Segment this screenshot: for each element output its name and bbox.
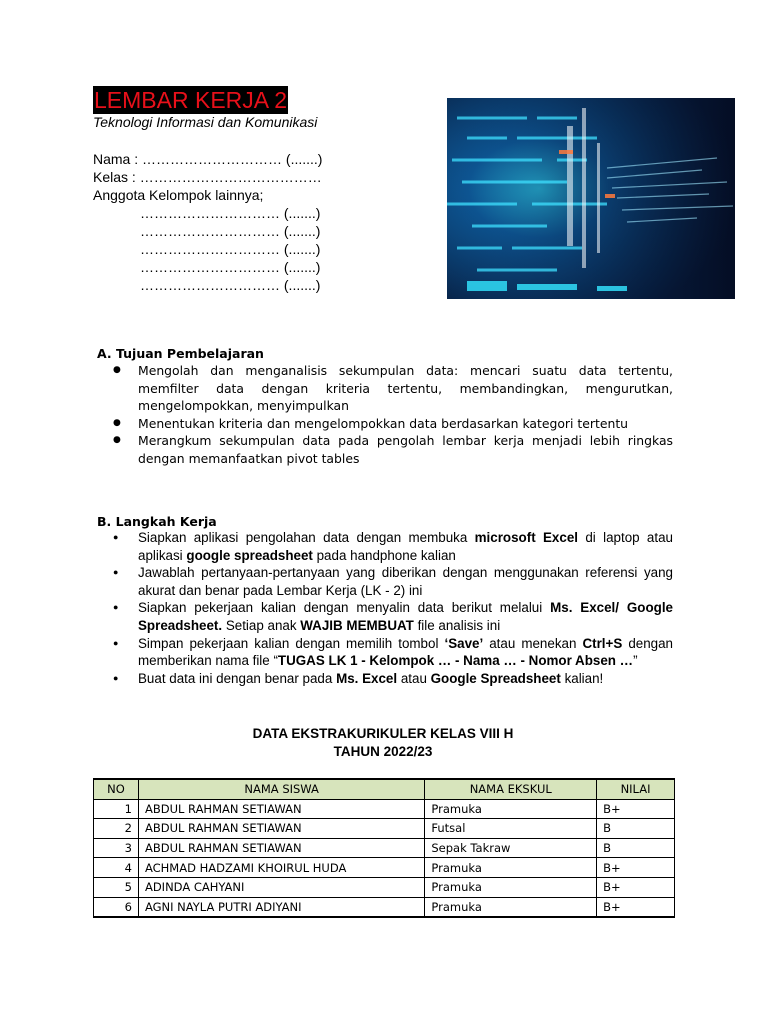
cell-no: 3 bbox=[94, 838, 139, 858]
list-item: ● Menentukan kriteria dan mengelompokkan data berdasarkan kategori tertentu bbox=[93, 415, 673, 433]
nama-field-line: Nama : ………………………… (.......) bbox=[93, 151, 323, 167]
cell-no: 4 bbox=[94, 858, 139, 878]
column-header-nama-siswa: NAMA SISWA bbox=[138, 779, 424, 799]
table-row bbox=[94, 819, 675, 839]
worksheet-subtitle: Teknologi Informasi dan Komunikasi bbox=[93, 114, 318, 130]
member-line: ………………………… (.......) bbox=[140, 259, 321, 275]
cell-no: 2 bbox=[94, 819, 139, 839]
kelas-field-line: Kelas : ………………………………… bbox=[93, 169, 322, 185]
extracurricular-table bbox=[93, 778, 675, 918]
member-line: ………………………… (.......) bbox=[140, 241, 321, 257]
work-steps-list bbox=[93, 529, 673, 687]
list-item: ● Siapkan aplikasi pengolahan data dengan membuka microsoft Excel di laptop atau aplikasi google spreadsheet pada handphone kalian bbox=[93, 529, 673, 564]
cell-student: ADINDA CAHYANI bbox=[138, 877, 424, 897]
cell-grade: B bbox=[597, 819, 675, 839]
table-subtitle: TAHUN 2022/23 bbox=[333, 744, 433, 759]
list-item: ● Simpan pekerjaan kalian dengan memilih tombol ‘Save’ atau menekan Ctrl+S dengan memberikan nama file “TUGAS LK 1 - Kelompok … - Nama … - Nomor Absen …” bbox=[93, 635, 673, 670]
cell-no: 6 bbox=[94, 897, 139, 917]
table-header-row bbox=[94, 779, 675, 799]
cell-student: ABDUL RAHMAN SETIAWAN bbox=[138, 819, 424, 839]
list-item: ● Mengolah dan menganalisis sekumpulan data: mencari suatu data tertentu, memfilter data dengan kriteria tertentu, membandingkan, mengurutkan, mengelompokkan, menyimpulkan bbox=[93, 362, 673, 415]
table-title: DATA EKSTRAKURIKULER KELAS VIII H bbox=[252, 726, 514, 741]
cell-ekskul: Futsal bbox=[425, 819, 597, 839]
cell-ekskul: Pramuka bbox=[425, 858, 597, 878]
cell-grade: B+ bbox=[597, 897, 675, 917]
cell-student: ABDUL RAHMAN SETIAWAN bbox=[138, 838, 424, 858]
column-header-nama-ekskul: NAMA EKSKUL bbox=[425, 779, 597, 799]
cell-ekskul: Pramuka bbox=[425, 897, 597, 917]
cell-grade: B+ bbox=[597, 858, 675, 878]
section-a-heading: A. Tujuan Pembelajaran bbox=[97, 346, 264, 361]
learning-objectives-list bbox=[93, 362, 673, 467]
column-header-nilai: NILAI bbox=[597, 779, 675, 799]
column-header-no: NO bbox=[94, 779, 139, 799]
table-row bbox=[94, 858, 675, 878]
anggota-label: Anggota Kelompok lainnya; bbox=[93, 187, 264, 203]
cell-no: 5 bbox=[94, 877, 139, 897]
cell-student: ACHMAD HADZAMI KHOIRUL HUDA bbox=[138, 858, 424, 878]
list-item: ● Jawablah pertanyaan-pertanyaan yang diberikan dengan menggunakan referensi yang akurat dan benar pada Lembar Kerja (LK - 2) ini bbox=[93, 564, 673, 599]
member-line: ………………………… (.......) bbox=[140, 205, 321, 221]
table-row bbox=[94, 877, 675, 897]
worksheet-title: LEMBAR KERJA 2 bbox=[94, 87, 288, 113]
cell-ekskul: Sepak Takraw bbox=[425, 838, 597, 858]
table-row bbox=[94, 897, 675, 917]
member-line: ………………………… (.......) bbox=[140, 223, 321, 239]
cell-grade: B bbox=[597, 838, 675, 858]
list-item: ● Buat data ini dengan benar pada Ms. Excel atau Google Spreadsheet kalian! bbox=[93, 670, 673, 688]
cell-grade: B+ bbox=[597, 799, 675, 819]
cell-no: 1 bbox=[94, 799, 139, 819]
cell-ekskul: Pramuka bbox=[425, 799, 597, 819]
table-row bbox=[94, 799, 675, 819]
list-item: ● Siapkan pekerjaan kalian dengan menyalin data berikut melalui Ms. Excel/ Google Spreadsheet. Setiap anak WAJIB MEMBUAT file analisis ini bbox=[93, 599, 673, 634]
table-row bbox=[94, 838, 675, 858]
technology-code-photo bbox=[447, 98, 735, 299]
list-item: ● Merangkum sekumpulan data pada pengolah lembar kerja menjadi lebih ringkas dengan memanfaatkan pivot tables bbox=[93, 432, 673, 467]
cell-student: ABDUL RAHMAN SETIAWAN bbox=[138, 799, 424, 819]
section-b-heading: B. Langkah Kerja bbox=[97, 514, 217, 529]
member-line: ………………………… (.......) bbox=[140, 277, 321, 293]
cell-grade: B+ bbox=[597, 877, 675, 897]
cell-ekskul: Pramuka bbox=[425, 877, 597, 897]
cell-student: AGNI NAYLA PUTRI ADIYANI bbox=[138, 897, 424, 917]
